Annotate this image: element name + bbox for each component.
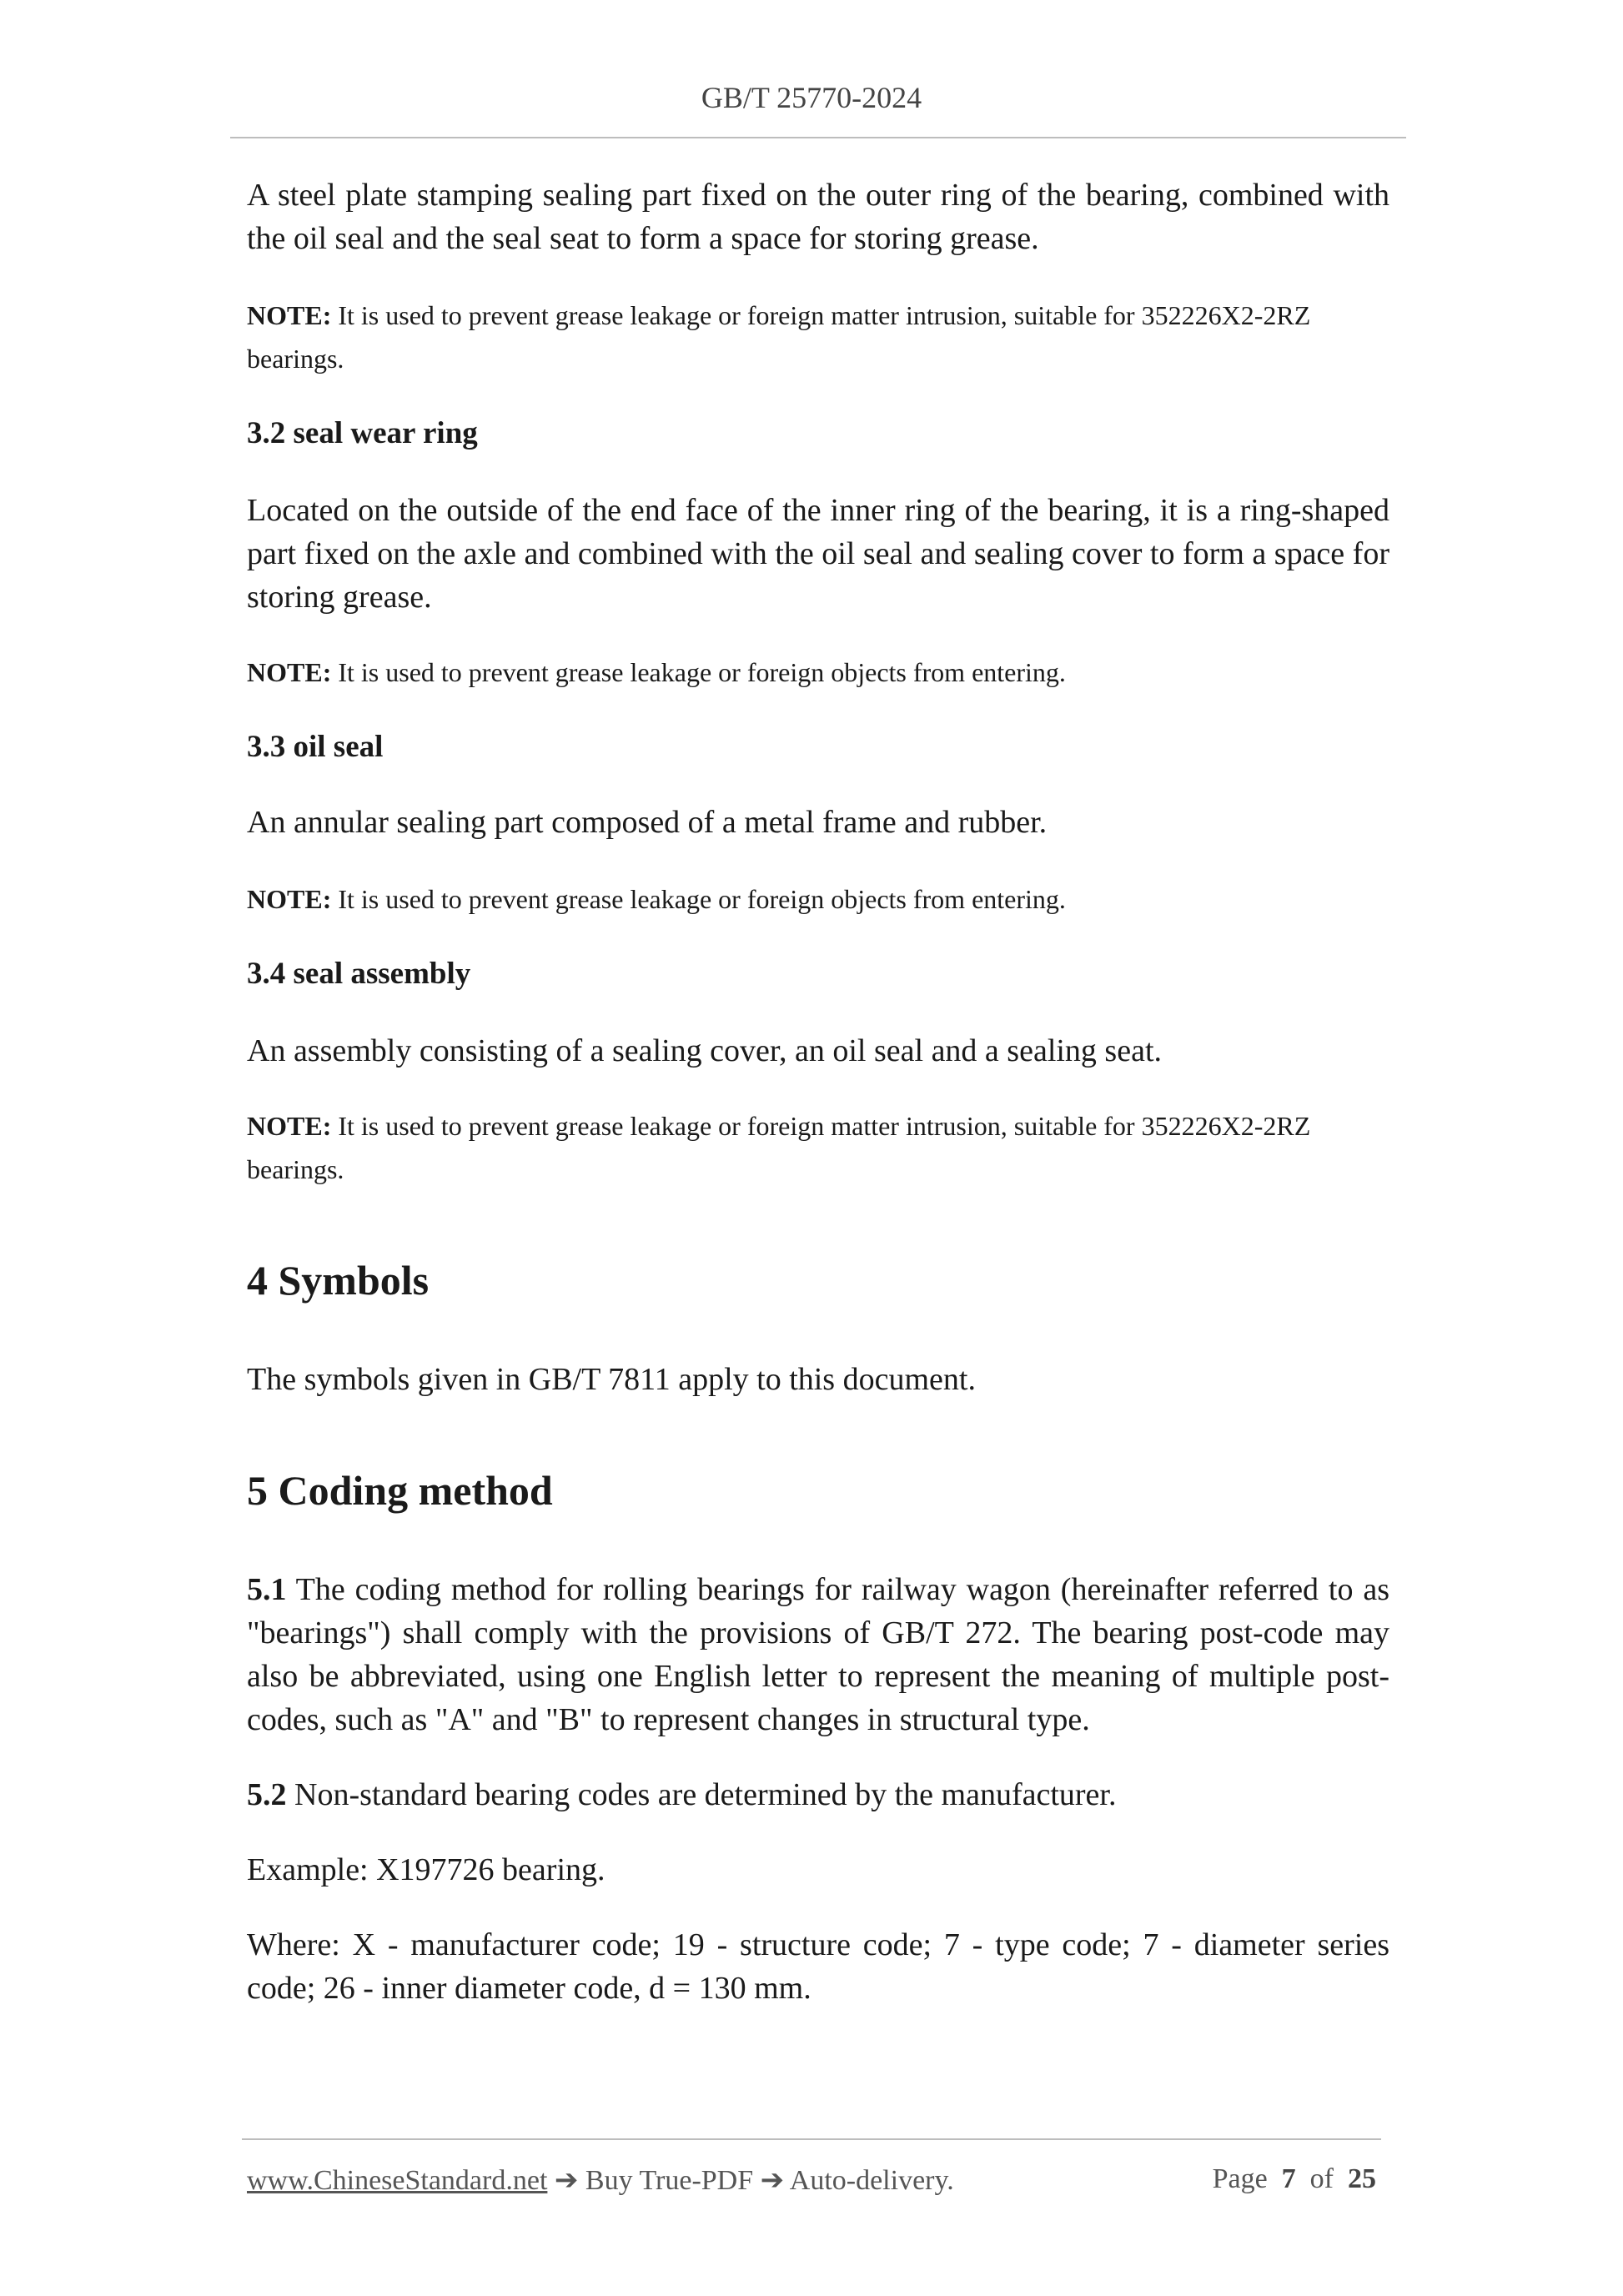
site-link[interactable]: www.ChineseStandard.net (247, 2165, 548, 2196)
document-header-title: GB/T 25770-2024 (701, 81, 922, 114)
note-text: It is used to prevent grease leakage or foreign objects from entering. (338, 884, 1066, 914)
note-sealing-cover (247, 294, 1389, 380)
footer-divider (242, 2138, 1381, 2140)
auto-delivery-text: Auto-delivery. (789, 2165, 954, 2196)
note-seal-assembly (247, 1104, 1389, 1191)
note-seal-wear-ring (247, 651, 1389, 694)
note-text: It is used to prevent grease leakage or foreign objects from entering. (338, 657, 1066, 687)
note-label: NOTE: (247, 657, 332, 687)
note-text: It is used to prevent grease leakage or foreign matter intrusion, suitable for 352226X2-2RZ bearings. (247, 300, 1311, 374)
arrow-right-icon: ➔ (554, 2165, 579, 2196)
paragraph-example: Example: X197726 bearing. (247, 1852, 605, 1887)
current-page-number: 7 (1281, 2163, 1296, 2194)
note-label: NOTE: (247, 300, 332, 330)
paragraph-5-1 (247, 1568, 1389, 1741)
of-label: of (1309, 2163, 1334, 2194)
footer-promo (247, 2163, 954, 2197)
paragraph-seal-wear-ring: Located on the outside of the end face of the inner ring of the bearing, it is a ring-shaped part fixed on the axle and combined with the oil seal and sealing cover to form a space for storing grease. (247, 493, 1389, 615)
header-divider (230, 137, 1406, 138)
clause-text: Non-standard bearing codes are determined by the manufacturer. (294, 1777, 1117, 1812)
clause-number: 5.1 (247, 1572, 287, 1607)
paragraph-5-2 (247, 1773, 1389, 1816)
buy-true-pdf-text: Buy True-PDF (585, 2165, 754, 2196)
clause-number: 5.2 (247, 1777, 287, 1812)
term-heading-3-4: 3.4 seal assembly (247, 957, 471, 991)
page-label: Page (1212, 2163, 1268, 2194)
page-indicator (1213, 2163, 1376, 2195)
paragraph-sealing-cover-definition: A steel plate stamping sealing part fixed on the outer ring of the bearing, combined with the oil seal and the seal seat to form a space for storing grease. (247, 178, 1389, 256)
note-text: It is used to prevent grease leakage or foreign matter intrusion, suitable for 352226X2-2RZ bearings. (247, 1111, 1311, 1184)
note-label: NOTE: (247, 884, 332, 914)
paragraph-symbols: The symbols given in GB/T 7811 apply to this document. (247, 1362, 976, 1397)
section-heading-coding-method: 5 Coding method (247, 1467, 553, 1514)
paragraph-oil-seal: An annular sealing part composed of a metal frame and rubber. (247, 805, 1048, 840)
note-label: NOTE: (247, 1111, 332, 1141)
total-pages-number: 25 (1348, 2163, 1376, 2194)
note-oil-seal (247, 877, 1389, 921)
arrow-right-icon: ➔ (760, 2165, 785, 2196)
paragraph-seal-assembly: An assembly consisting of a sealing cover, an oil seal and a sealing seat. (247, 1033, 1163, 1068)
section-heading-symbols: 4 Symbols (247, 1257, 430, 1304)
term-heading-3-3: 3.3 oil seal (247, 730, 384, 764)
clause-text: The coding method for rolling bearings for railway wagon (hereinafter referred to as "bearings") shall comply with the provisions of GB/T 272. The bearing post-code may also be abbreviated, using one English letter to represent the meaning of multiple post-codes, such as "A" and "B" to represent changes in structural type. (247, 1572, 1389, 1737)
paragraph-where: Where: X - manufacturer code; 19 - structure code; 7 - type code; 7 - diameter series code; 26 - inner diameter code, d = 130 mm. (247, 1927, 1389, 2006)
term-heading-3-2: 3.2 seal wear ring (247, 416, 478, 450)
